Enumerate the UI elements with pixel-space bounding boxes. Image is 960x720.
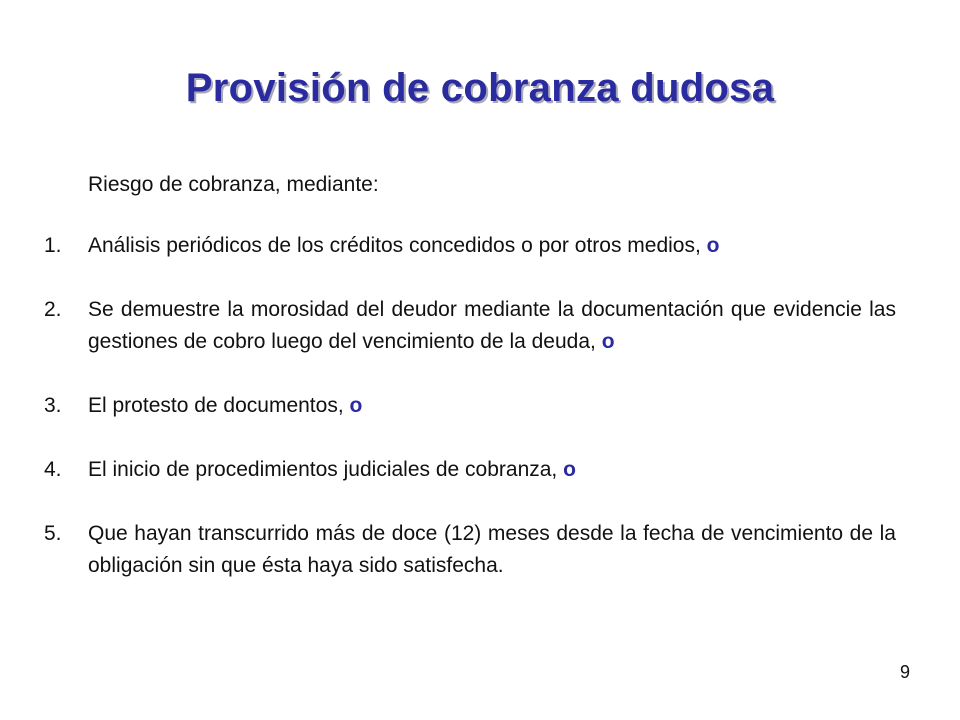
- list-item-text: [88, 454, 896, 486]
- list-item-conjunction: o: [706, 234, 720, 257]
- list-item-body: Que hayan transcurrido más de doce (12) meses desde la fecha de vencimiento de la obligación sin que ésta haya sido satisfecha.: [88, 522, 896, 577]
- list-item-body: Análisis periódicos de los créditos concedidos o por otros medios,: [88, 234, 701, 257]
- list-item-number: 1.: [44, 234, 62, 257]
- slide-title: Provisión de cobranza dudosa: [185, 66, 775, 110]
- list-item-text: [88, 230, 896, 262]
- list-item: [44, 518, 896, 582]
- list-item-text: [88, 390, 896, 422]
- list-item: [44, 294, 896, 358]
- list-item: [44, 454, 896, 486]
- list-item: [44, 230, 896, 262]
- list-item-number: 3.: [44, 394, 62, 417]
- list-item-conjunction: o: [601, 330, 615, 353]
- list-item-conjunction: o: [349, 394, 363, 417]
- criteria-list: [44, 230, 896, 614]
- list-item-body: Se demuestre la morosidad del deudor mediante la documentación que evidencie las gestiones de cobro luego del vencimiento de la deuda,: [88, 298, 896, 353]
- intro-text: Riesgo de cobranza, mediante:: [88, 173, 379, 196]
- list-item-body: El inicio de procedimientos judiciales de cobranza,: [88, 458, 558, 481]
- list-item-number: 4.: [44, 458, 62, 481]
- list-item-conjunction: o: [563, 458, 576, 481]
- list-item-text: [88, 518, 896, 582]
- list-item-text: [88, 294, 896, 358]
- list-item-number: 5.: [44, 522, 62, 545]
- list-item-body: El protesto de documentos,: [88, 394, 344, 417]
- page-number: 9: [899, 662, 910, 682]
- list-item: [44, 390, 896, 422]
- list-item-number: 2.: [44, 298, 62, 321]
